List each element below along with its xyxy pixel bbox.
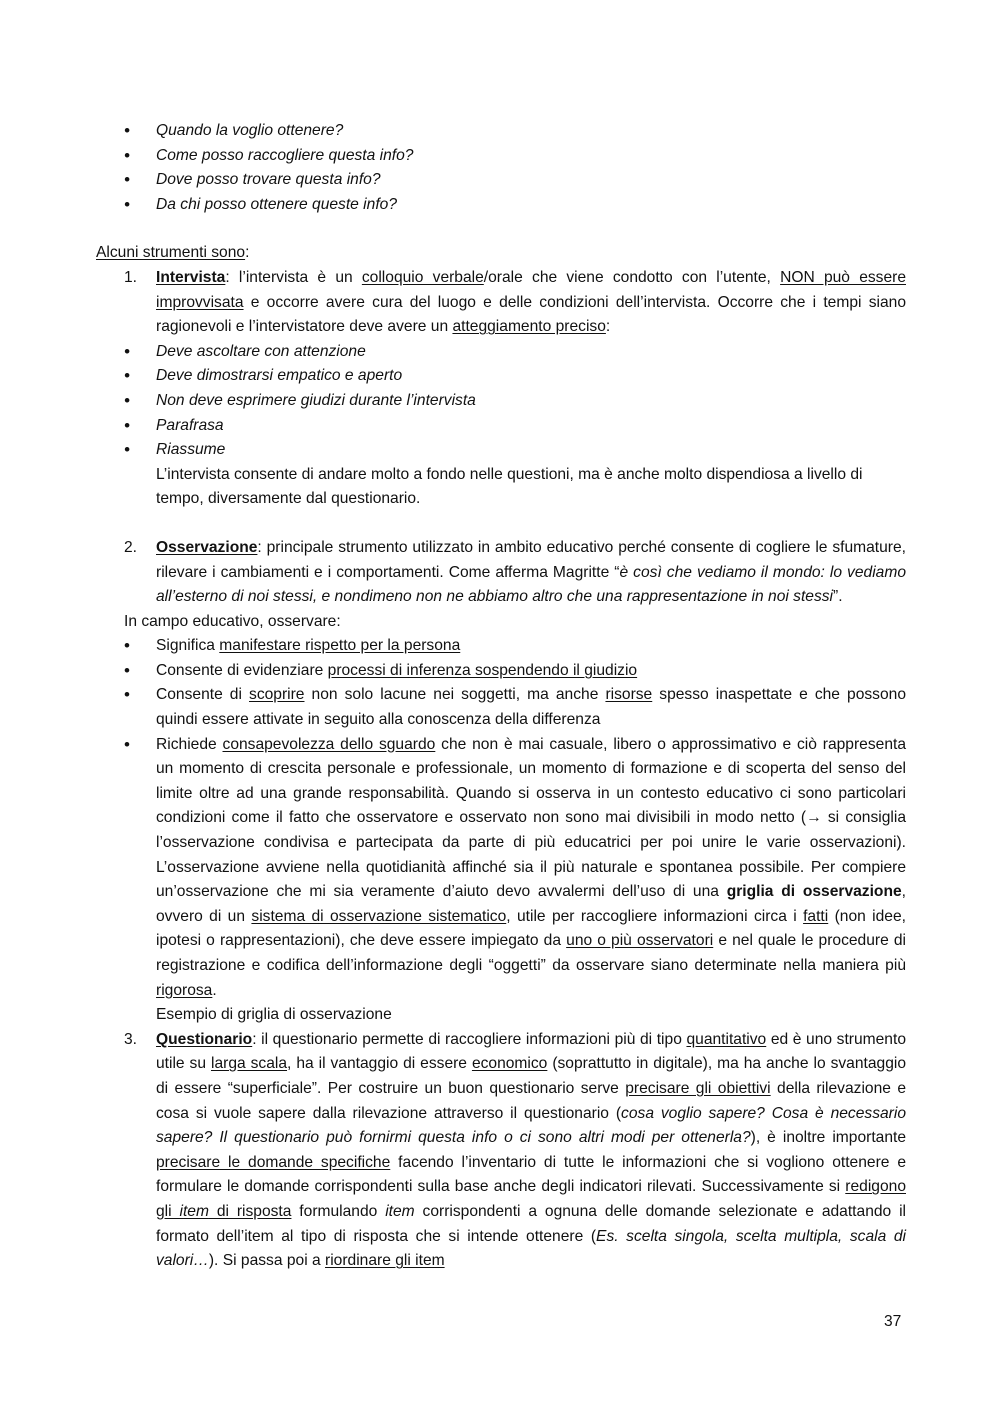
list-item: • Dove posso trovare questa info? <box>96 168 906 193</box>
section-intervista: 1. Intervista: l’intervista è un colloquio verbale/orale che viene condotto con l’utente, NON può essere improvvisata e occorre avere cura del luogo e delle condizioni dell’intervista. Occorre che i tempi siano ragionevoli e l’intervistatore deve avere un atteggiamento preciso: <box>96 266 906 340</box>
item-number: 3. <box>124 1030 138 1048</box>
list-item: • Deve dimostrarsi empatico e aperto <box>96 364 906 389</box>
section-title: Questionario <box>156 1030 253 1048</box>
question-list <box>96 119 906 217</box>
tools-intro-text: Alcuni strumenti sono <box>96 244 246 262</box>
list-item: • Richiede consapevolezza dello sguardo che non è mai casuale, libero o approssimativo e ciò rappresenta un momento di crescita personale e professionale, un momento di formazione e di scoperta del senso del limite oltre ad una grande responsabilità. Quando si osserva in un contesto educativo ci sono particolari condizioni come il fatto che osservatore e osservato non sono mai divisibili in modo netto (→ si consiglia l’osservazione condivisa e partecipata da parte di più educatrici per poi unire le varie osservazioni). L’osservazione avviene nella quotidianità affinché sia il più naturale e spontanea possibile. Per compiere un’osservazione che mi sia veramente d’aiuto devo avvalermi dell’uso di una griglia di osservazione, ovvero di un sistema di osservazione sistematico, utile per raccogliere informazioni circa i fatti (non idee, ipotesi o rappresentazioni), che deve essere impiegato da uno o più osservatori e nel quale le procedure di registrazione e codifica dell’informazione degli “oggetti” da osservare siano determinate nella maniera più rigorosa. <box>96 733 906 1004</box>
item-number: 2. <box>124 538 138 556</box>
intervista-bullets <box>96 340 906 463</box>
arrow-icon: → <box>806 809 822 827</box>
list-item: • Consente di scoprire non solo lacune nei soggetti, ma anche risorse spesso inaspettate e che possono quindi essere attivate in seguito alla conoscenza della differenza <box>96 683 906 732</box>
list-item: • Non deve esprimere giudizi durante l’intervista <box>96 389 906 414</box>
list-item: • Come posso raccogliere questa info? <box>96 144 906 169</box>
osservazione-bullets <box>96 634 906 1003</box>
spacer <box>96 217 906 241</box>
section-title: Osservazione <box>156 538 258 556</box>
page-number: 37 <box>884 1313 902 1330</box>
section-questionario: 3. Questionario: il questionario permette di raccogliere informazioni più di tipo quantitativo ed è uno strumento utile su larga scala, ha il vantaggio di essere economico (soprattutto in digitale), ma ha anche lo svantaggio di essere “superficiale”. Per costruire un buon questionario serve precisare gli obiettivi della rilevazione e cosa si vuole sapere dalla rilevazione attraverso il questionario (cosa voglio sapere? Cosa è necessario sapere? Il questionario può fornirmi questa info o ci sono altri modi per ottenerla?), è inoltre importante precisare le domande specifiche facendo l’inventario di tutte le informazioni che si vogliono ottenere e formulare le domande corrispondenti sulla base anche degli indicatori rilevati. Successivamente si redigono gli item di risposta formulando item corrispondenti a ognuna delle domande selezionate e adattando il formato dell’item al tipo di risposta che si intende ottenere (Es. scelta singola, scelta multipla, scala di valori…). Si passa poi a riordinare gli item <box>96 1028 906 1274</box>
list-item: • Riassume <box>96 438 906 463</box>
list-item: • Consente di evidenziare processi di inferenza sospendendo il giudizio <box>96 659 906 684</box>
list-item: • Da chi posso ottenere queste info? <box>96 193 906 218</box>
magritte-quote: è così che vediamo il mondo: lo vediamo all’esterno di noi stessi, e nondimeno non ne abbiamo altro che una rappresentazione in noi stessi <box>156 563 906 606</box>
list-item: • Significa manifestare rispetto per la persona <box>96 634 906 659</box>
campo-educativo: In campo educativo, osservare: <box>124 612 341 630</box>
list-item: • Deve ascoltare con attenzione <box>96 340 906 365</box>
page-content <box>96 119 906 1274</box>
section-title: Intervista <box>156 268 226 286</box>
spacer <box>96 512 906 536</box>
esempio-griglia: Esempio di griglia di osservazione <box>156 1006 392 1024</box>
section-osservazione: 2. Osservazione: principale strumento utilizzato in ambito educativo perché consente di cogliere le sfumature, rilevare i cambiamenti e i comportamenti. Come afferma Magritte “è così che vediamo il mondo: lo vediamo all’esterno di noi stessi, e nondimeno non ne abbiamo altro che una rappresentazione in noi stessi”. <box>96 536 906 610</box>
intervista-closing: L’intervista consente di andare molto a fondo nelle questioni, ma è anche molto dispendiosa a livello di tempo, diversamente dal questionario. <box>156 465 863 508</box>
list-item: • Quando la voglio ottenere? <box>96 119 906 144</box>
item-number: 1. <box>124 268 138 286</box>
tools-intro: Alcuni strumenti sono: <box>96 244 250 262</box>
list-item: • Parafrasa <box>96 414 906 439</box>
